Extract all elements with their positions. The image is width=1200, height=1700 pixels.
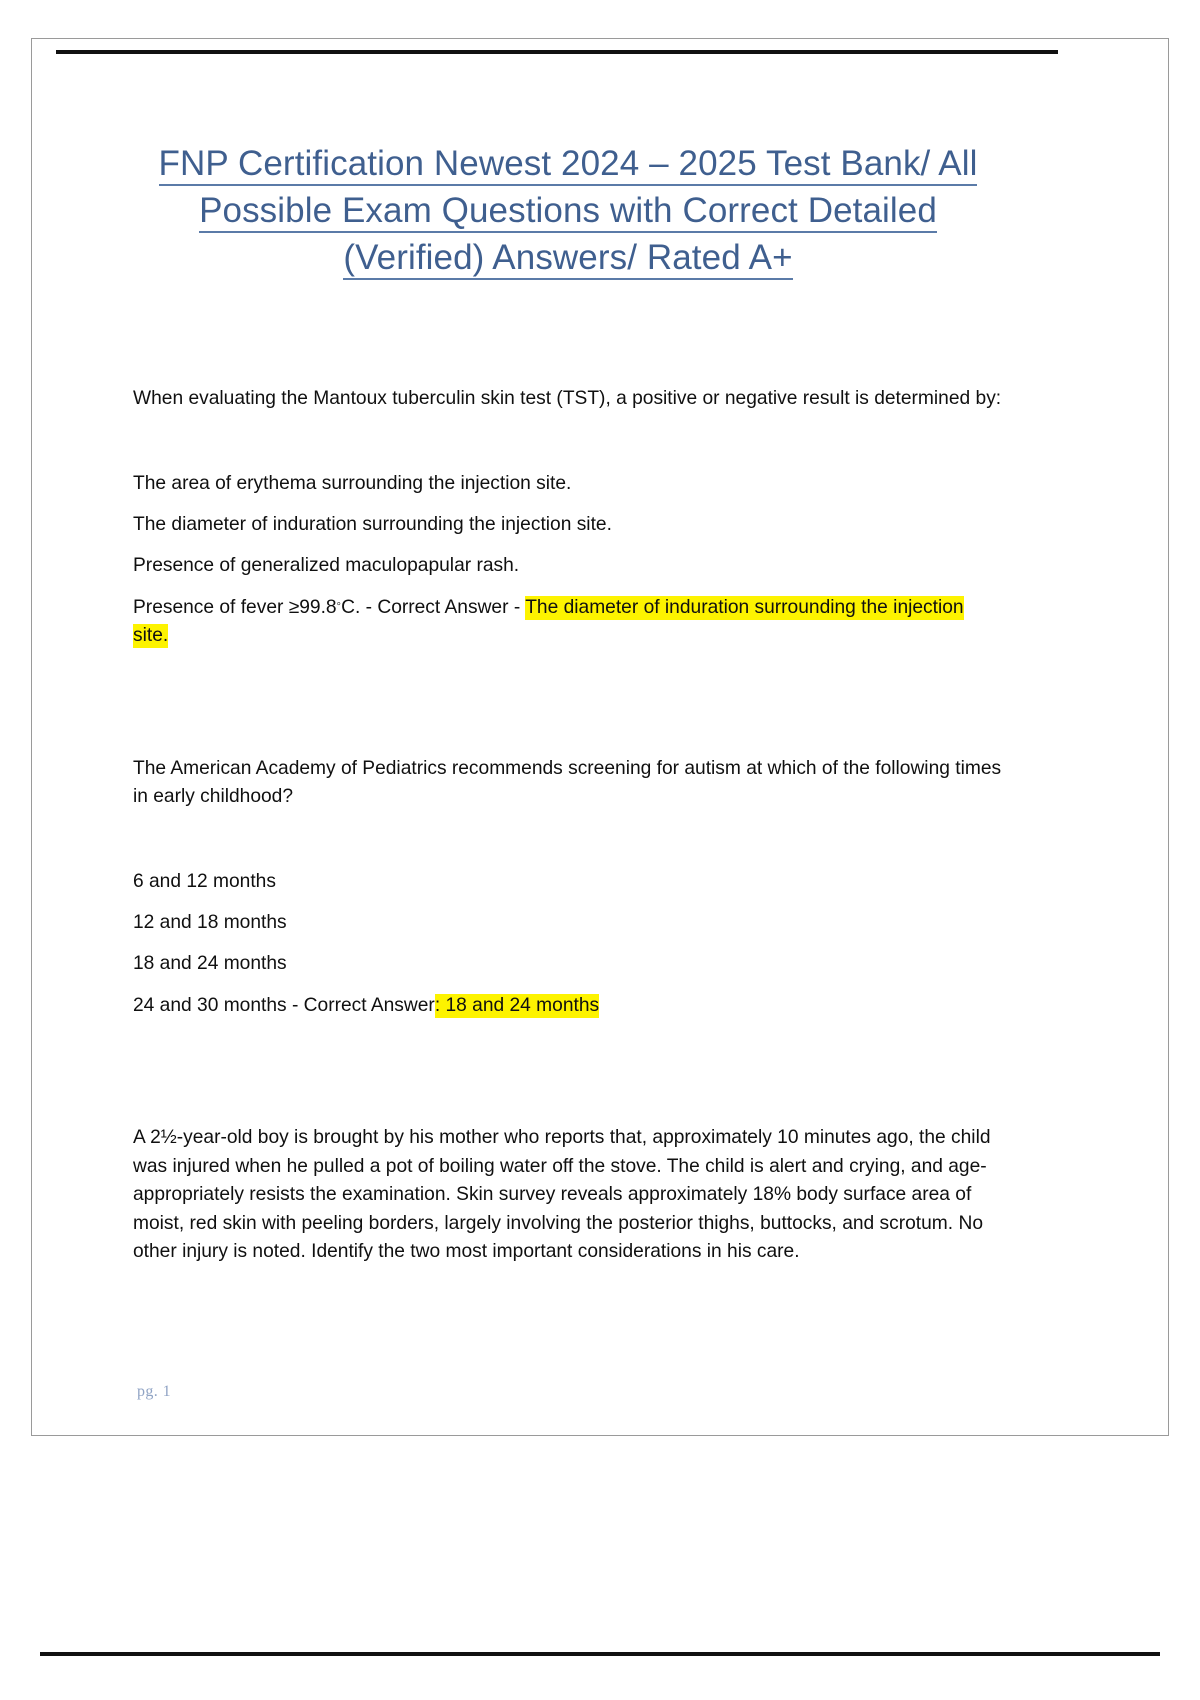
question-2-options [133,868,1003,978]
title-line-3: (Verified) Answers/ Rated A+ [133,234,1003,281]
answer-prefix-tail: C. - Correct Answer - [341,596,526,618]
question-1-answer-line [133,594,1003,651]
answer-prefix: 24 and 30 months - Correct Answer [133,994,435,1016]
degree-symbol: ◦ [336,596,342,611]
document-title [133,140,1003,281]
spacer [133,580,1003,594]
question-2-stem: The American Academy of Pediatrics recommends screening for autism at which of the following times in early childhood? [133,757,1002,807]
footer-rule [40,1652,1160,1656]
title-line-1: FNP Certification Newest 2024 – 2025 Test Bank/ All [133,140,1003,187]
spacer [133,651,1003,755]
spacer [133,978,1003,992]
option-item[interactable]: 6 and 12 months [133,870,276,892]
answer-prefix: Presence of fever ≥99.8 [133,596,337,618]
spacer [133,1020,1003,1124]
correct-answer-highlight: : 18 and 24 months [434,994,600,1016]
spacer [133,414,1003,470]
option-item[interactable]: 12 and 18 months [133,911,287,933]
question-1-stem: When evaluating the Mantoux tuberculin skin test (TST), a positive or negative result is determined by: [133,388,1002,409]
page-number: pg. 1 [137,1383,171,1400]
header-rule [56,50,1058,54]
document-body [133,140,1003,1267]
option-item[interactable]: The diameter of induration surrounding the injection site. [133,513,612,535]
correct-answer-highlight: The diameter of induration surrounding the injection site. [133,596,964,646]
option-item[interactable]: 18 and 24 months [133,952,287,974]
spacer [133,281,1003,385]
option-item[interactable]: Presence of generalized maculopapular rash. [133,554,520,576]
question-1-options [133,470,1003,580]
title-line-2: Possible Exam Questions with Correct Detailed [133,187,1003,234]
option-item[interactable]: The area of erythema surrounding the injection site. [133,472,572,494]
question-3-stem: A 2½-year-old boy is brought by his mother who reports that, approximately 10 minutes ago, the child was injured when he pulled a pot of boiling water off the stove. The child is alert and crying, and age-appropriately resists the examination. Skin survey reveals approximately 18% body surface area of moist, red skin with peeling borders, largely involving the posterior thighs, buttocks, and scrotum. No other injury is noted. Identify the two most important considerations in his care. [133,1127,991,1262]
spacer [133,812,1003,868]
question-2-answer-line [133,992,1003,1021]
